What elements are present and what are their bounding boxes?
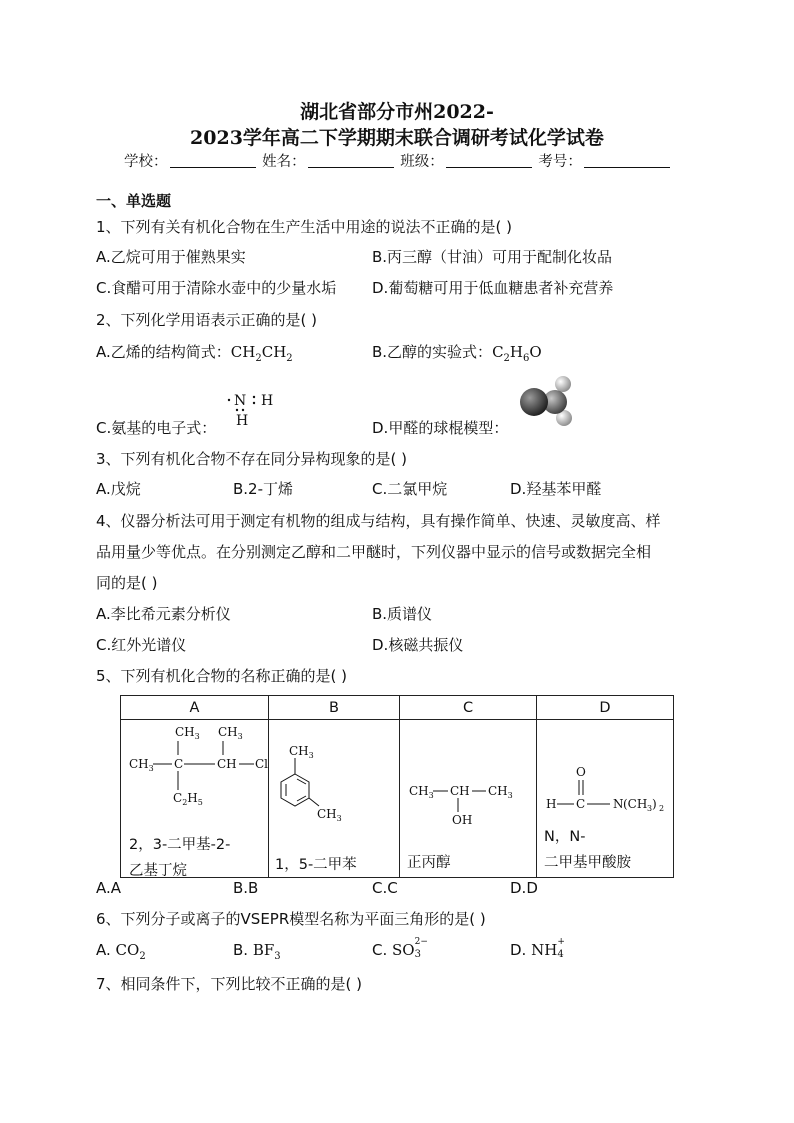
q5-name-d bbox=[544, 824, 631, 876]
svg-text:CH: CH bbox=[217, 757, 237, 771]
q5-option-a[interactable]: A.A bbox=[96, 879, 122, 897]
q5-option-d[interactable]: D.D bbox=[510, 879, 538, 897]
svg-text:CH3: $CH_3$ bbox=[289, 744, 314, 760]
q5-header-a: A bbox=[121, 696, 269, 720]
q7-stem: 7、相同条件下，下列比较不正确的是( ) bbox=[96, 975, 363, 993]
exam-no-blank[interactable] bbox=[584, 153, 670, 168]
student-info-row bbox=[124, 150, 672, 171]
q3-option-c[interactable]: C.二氯甲烷 bbox=[372, 480, 448, 498]
q5-name-d-line-2: 二甲基甲酸胺 bbox=[544, 855, 631, 871]
so3-ion-formula: SO 2− 3 bbox=[392, 937, 428, 960]
q5-name-c: 正丙醇 bbox=[407, 855, 451, 871]
q2-option-c[interactable]: C.氨基的电子式： bbox=[96, 419, 217, 437]
q5-structure-b bbox=[269, 720, 399, 830]
svg-text:O: O bbox=[576, 765, 586, 779]
svg-text:): ) bbox=[652, 797, 657, 811]
q6-option-a-label: A. bbox=[96, 941, 116, 959]
q5-option-b[interactable]: B.B bbox=[233, 879, 259, 897]
ethanol-empirical-formula: $C_2H_6O$ bbox=[492, 343, 542, 364]
amino-electron-formula bbox=[214, 390, 284, 430]
q1-stem: 1、下列有关有机化合物在生产生活中用途的说法不正确的是( ) bbox=[96, 218, 513, 236]
svg-text:OH: OH bbox=[452, 813, 473, 827]
q5-header-b: B bbox=[269, 696, 400, 720]
svg-text:Cl: Cl bbox=[255, 757, 268, 771]
q2-option-b[interactable] bbox=[372, 341, 542, 364]
q4-stem-line-3: 同的是( ) bbox=[96, 574, 158, 592]
q5-name-a bbox=[129, 832, 230, 884]
svg-text:C: C bbox=[576, 797, 586, 811]
q6-stem: 6、下列分子或离子的VSEPR模型名称为平面三角形的是( ) bbox=[96, 910, 486, 928]
ethylene-formula: $CH_2CH_2$ bbox=[230, 343, 293, 364]
q6-option-d-label: D. bbox=[510, 941, 532, 959]
q5-stem: 5、下列有机化合物的名称正确的是( ) bbox=[96, 667, 348, 685]
nh4-ion-formula: NH + 4 bbox=[531, 937, 565, 960]
section-heading: 一、单选题 bbox=[96, 192, 172, 210]
name-blank[interactable] bbox=[308, 153, 394, 168]
exam-no-label: 考号： bbox=[538, 154, 582, 170]
q1-option-b[interactable]: B.丙三醇（甘油）可用于配制化妆品 bbox=[372, 248, 613, 266]
hydrogen-atom bbox=[555, 376, 571, 392]
svg-text:3: 3 bbox=[647, 804, 653, 813]
title-line-1: 湖北省部分市州2022- bbox=[300, 101, 494, 123]
q4-option-a[interactable]: A.李比希元素分析仪 bbox=[96, 605, 231, 623]
formaldehyde-ball-stick-model bbox=[514, 374, 584, 430]
q3-option-d[interactable]: D.羟基苯甲醛 bbox=[510, 480, 602, 498]
q5-cell-a bbox=[121, 720, 269, 878]
class-blank[interactable] bbox=[446, 153, 532, 168]
svg-text:CH: CH bbox=[450, 784, 470, 798]
q5-cell-d bbox=[537, 720, 674, 878]
svg-text:2: 2 bbox=[659, 804, 665, 813]
q1-option-a[interactable]: A.乙烷可用于催熟果实 bbox=[96, 248, 246, 266]
q6-option-b[interactable] bbox=[233, 941, 281, 962]
svg-text:CH3: $CH_3$ bbox=[129, 757, 154, 773]
q3-stem: 3、下列有机化合物不存在同分异构现象的是( ) bbox=[96, 450, 408, 468]
svg-text:C2H5: $C_2H_5$ bbox=[173, 791, 203, 807]
svg-text:H: H bbox=[261, 393, 274, 409]
svg-text:C: C bbox=[174, 757, 184, 771]
q3-option-a[interactable]: A.戊烷 bbox=[96, 480, 141, 498]
q6-option-b-label: B. bbox=[233, 941, 253, 959]
q5-option-c[interactable]: C.C bbox=[372, 879, 398, 897]
q2-option-d[interactable]: D.甲醛的球棍模型： bbox=[372, 419, 509, 437]
q4-stem-line-2: 品用量少等优点。在分别测定乙醇和二甲醚时，下列仪器中显示的信号或数据完全相 bbox=[96, 543, 652, 561]
q6-option-c[interactable] bbox=[372, 937, 429, 960]
svg-text:CH3: $CH_3$ bbox=[175, 725, 200, 741]
q5-structure-d bbox=[537, 720, 675, 820]
q5-structure-a bbox=[121, 720, 268, 828]
svg-text:N: N bbox=[234, 393, 247, 409]
co2-formula: $CO_2$ bbox=[115, 941, 146, 962]
q5-structure-c bbox=[400, 720, 536, 832]
svg-text:H: H bbox=[546, 797, 557, 811]
q5-table bbox=[120, 695, 674, 878]
oxygen-atom bbox=[520, 388, 548, 416]
bf3-formula: $BF_3$ bbox=[252, 941, 281, 962]
q6-option-a[interactable] bbox=[96, 941, 146, 962]
q2-option-b-label: B.乙醇的实验式： bbox=[372, 343, 493, 361]
q4-option-c[interactable]: C.红外光谱仪 bbox=[96, 636, 187, 654]
q4-stem-line-1: 4、仪器分析法可用于测定有机物的组成与结构，具有操作简单、快速、灵敏度高、样 bbox=[96, 512, 661, 530]
q5-cell-c bbox=[400, 720, 537, 878]
q2-stem: 2、下列化学用语表示正确的是( ) bbox=[96, 311, 318, 329]
school-label: 学校： bbox=[124, 154, 168, 170]
svg-text:CH3: $CH_3$ bbox=[218, 725, 243, 741]
q5-header-c: C bbox=[400, 696, 537, 720]
q5-header-d: D bbox=[537, 696, 674, 720]
q5-name-b: 1，5-二甲苯 bbox=[275, 857, 357, 873]
school-blank[interactable] bbox=[170, 153, 256, 168]
q2-option-a[interactable] bbox=[96, 341, 293, 364]
q5-name-a-line-1: 2，3-二甲基-2- bbox=[129, 837, 231, 853]
svg-text:CH3: $CH_3$ bbox=[317, 807, 342, 823]
q2-option-a-label: A.乙烯的结构简式： bbox=[96, 343, 231, 361]
svg-text:N: N bbox=[613, 797, 624, 811]
q1-option-d[interactable]: D.葡萄糖可用于低血糖患者补充营养 bbox=[372, 279, 614, 297]
svg-text:(CH: (CH bbox=[623, 797, 648, 811]
svg-text:CH3: $CH_3$ bbox=[488, 784, 513, 800]
svg-text:CH3: $CH_3$ bbox=[409, 784, 434, 800]
q5-name-d-line-1: N，N- bbox=[544, 829, 586, 845]
q5-cell-b bbox=[269, 720, 400, 878]
title-line-2: 2023学年高二下学期期末联合调研考试化学试卷 bbox=[190, 127, 604, 149]
class-label: 班级： bbox=[400, 154, 444, 170]
svg-text:H: H bbox=[236, 413, 249, 429]
q6-option-c-label: C. bbox=[372, 941, 393, 959]
q5-name-a-line-2: 乙基丁烷 bbox=[129, 863, 187, 879]
q4-option-d[interactable]: D.核磁共振仪 bbox=[372, 636, 464, 654]
q6-option-d[interactable] bbox=[510, 937, 567, 960]
name-label: 姓名： bbox=[262, 154, 306, 170]
q4-option-b[interactable]: B.质谱仪 bbox=[372, 605, 433, 623]
q3-option-b[interactable]: B.2-丁烯 bbox=[233, 480, 294, 498]
q1-option-c[interactable]: C.食醋可用于清除水壶中的少量水垢 bbox=[96, 279, 337, 297]
